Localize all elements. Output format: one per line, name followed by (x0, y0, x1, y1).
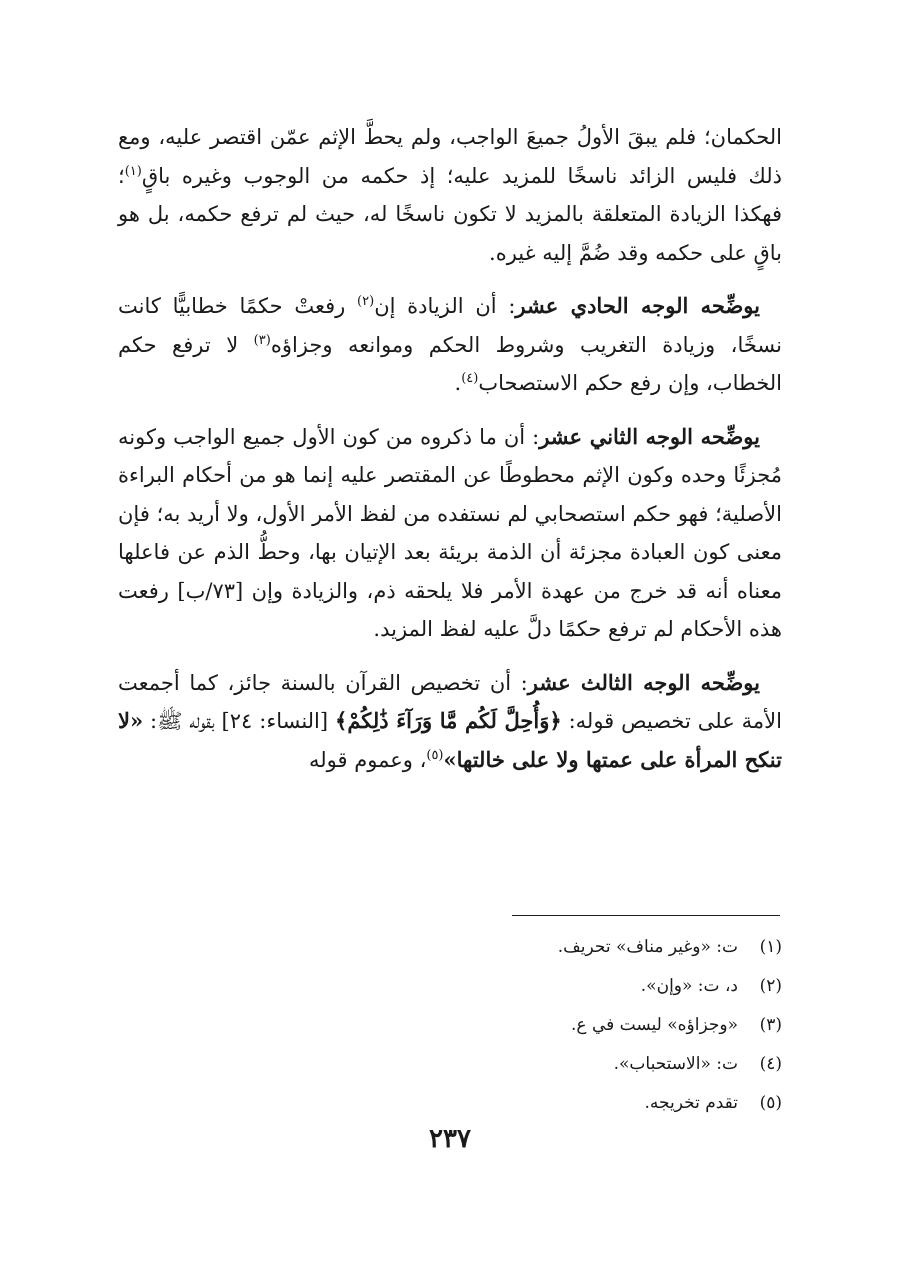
paragraph-text: لا ترفع حكم الخطاب، وإن رفع حكم الاستصحاب (118, 332, 782, 395)
section-heading: يوضِّحه الوجه الحادي عشر (515, 293, 761, 318)
footnote-separator (512, 915, 780, 916)
paragraph-text: . (454, 371, 462, 395)
footnote-text: ت: «وغير مناف» تحريف. (557, 937, 738, 957)
paragraph-text: : أن الزيادة إن (374, 294, 516, 318)
quran-verse: ﴿وَأُحِلَّ لَكُم مَّا وَرَآءَ ذَٰلِكُمْ﴾ (335, 708, 562, 733)
hadith-quote: «لا تنكح المرأة على عمتها ولا على خالتها» (118, 708, 782, 772)
footnote-number: (٢) (759, 976, 782, 996)
section-heading: يوضِّحه الوجه الثالث عشر (527, 669, 760, 695)
paragraph-1 (118, 118, 782, 272)
footnote-5 (118, 1084, 782, 1123)
paragraph-text: ، وعموم قوله (309, 747, 427, 772)
footnote-4 (118, 1045, 782, 1084)
page-number: ٢٣٧ (429, 1124, 471, 1154)
footnote-text: تقدم تخريجه. (644, 1093, 738, 1113)
paragraph-3 (118, 418, 782, 649)
footnote-ref-1: (١) (124, 163, 142, 179)
paragraph-text: رفعتْ حكمًا خطابيًّا كانت نسخًا، وزيادة التغريب وشروط الحكم وموانعه وجزاؤه (118, 294, 782, 357)
footnote-text: د، ت: «وإن». (640, 976, 738, 996)
paragraph-2 (118, 287, 782, 403)
section-heading: يوضِّحه الوجه الثاني عشر (539, 423, 760, 449)
main-text (118, 118, 782, 779)
footnote-ref-5: (٥) (426, 747, 444, 763)
paragraph-text: الحكمان؛ فلم يبقَ الأولُ جميعَ الواجب، ولم يحطَّ الإثم عمّن اقتصر عليه، ومع ذلك فليس الزائد ناسخًا للمزيد عليه؛ إذ حكمه من الوجوب وغيره باقٍ (118, 125, 782, 188)
footnote-number: (٤) (759, 1054, 782, 1074)
paragraph-text: : أن ما ذكروه من كون الأول جميع الواجب وكونه مُجزئًا وحده وكون الإثم محطوطًا عن المقتصر عليه إنما هو من أحكام البراءة الأصلية؛ فهو حكم استصحابي لم نستفده من لفظ الأمر الأول، ولا أريد به؛ فإن معنى كون العبادة مجزئة أن الذمة بريئة بعد الإتيان بها، وحطُّ الذم عن فاعلها معناه أنه قد خرج من عهدة الأمر فلا يلحقه ذم، والزيادة وإن [٧٣/ب] رفعت هذه الأحكام لم ترفع حكمًا دلَّ عليه لفظ المزيد. (118, 424, 782, 641)
footnote-ref-4: (٤) (461, 371, 479, 386)
footnotes (118, 928, 782, 1123)
footnote-2 (118, 967, 782, 1006)
paragraph-text: ؛ فهكذا الزيادة المتعلقة بالمزيد لا تكون ناسخًا له، حيث لم ترفع حكمه، بل هو باقٍ على حكمه وقد ضُمَّ إليه غيره. (118, 163, 782, 265)
paragraph-4 (118, 664, 782, 780)
footnote-text: ت: «الاستحباب». (613, 1054, 738, 1074)
footnote-number: (٣) (759, 1015, 782, 1035)
paragraph-text: [النساء: ٢٤] بقوله ﷺ: (143, 709, 336, 733)
footnote-text: «وجزاؤه» ليست في ع. (571, 1015, 738, 1035)
footnote-ref-2: (٢) (357, 294, 375, 309)
paragraph-text: : أن تخصيص القرآن بالسنة جائز، كما أجمعت الأمة على تخصيص قوله: (118, 670, 782, 733)
footnote-number: (٥) (759, 1093, 782, 1113)
footnote-ref-3: (٣) (253, 332, 271, 348)
footnote-1 (118, 928, 782, 967)
footnote-3 (118, 1006, 782, 1045)
footnote-number: (١) (759, 937, 782, 957)
